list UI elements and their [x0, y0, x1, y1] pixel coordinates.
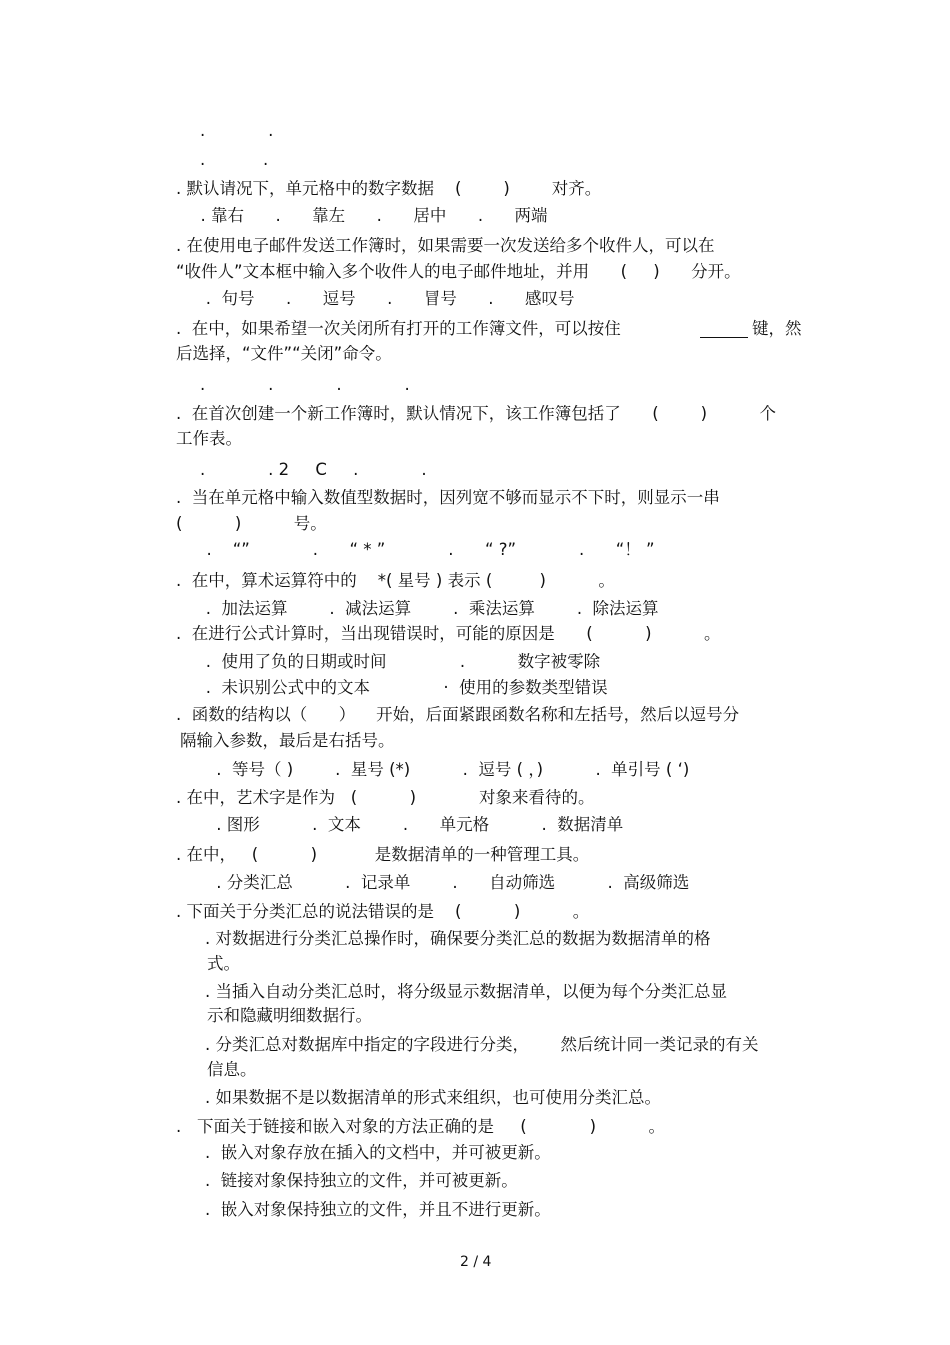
question-5: . 当在单元格中输入数值型数据时，因列宽不够而显示不下时，则显示一串	[176, 488, 720, 507]
option-11a-cont: 式。	[207, 954, 240, 973]
option-11c: . 分类汇总对数据库中指定的字段进行分类， 然后统计同一类记录的有关	[205, 1035, 759, 1054]
question-3-cont: 后选择，“文件”“关闭”命令。	[176, 344, 392, 363]
option-12c: . 嵌入对象保持独立的文件，并且不进行更新。	[205, 1200, 551, 1219]
options-3: . . . .	[200, 375, 410, 394]
options-4: . . 2 C . .	[200, 460, 427, 479]
option-12b: . 链接对象保持独立的文件，并可被更新。	[205, 1171, 518, 1190]
option-12a: . 嵌入对象存放在插入的文档中，并可被更新。	[205, 1143, 551, 1162]
question-12: . 下面关于链接和嵌入对象的方法正确的是 ( ) 。	[176, 1117, 665, 1136]
options-2: . 句号 . 逗号 . 冒号 . 感叹号	[190, 289, 575, 308]
options-10: . 分类汇总 . 记录单 . 自动筛选 . 高级筛选	[190, 873, 690, 892]
question-2-cont: “收件人”文本框中输入多个收件人的电子邮件地址，并用 ( ) 分开。	[176, 262, 741, 281]
question-6: . 在中，算术运算符中的 *( 星号 ) 表示 ( ) 。	[176, 571, 615, 590]
text-line: . .	[200, 150, 269, 169]
option-11b: . 当插入自动分类汇总时，将分级显示数据清单，以便为每个分类汇总显	[205, 982, 727, 1001]
question-8-cont: 隔输入参数，最后是右括号。	[180, 731, 395, 750]
question-11: . 下面关于分类汇总的说法错误的是 ( ) 。	[176, 902, 590, 921]
question-4: . 在首次创建一个新工作簿时，默认情况下，该工作簿包括了 ( ) 个	[176, 404, 776, 423]
options-1: . 靠右 . 靠左 . 居中 . 两端	[190, 206, 548, 225]
answer-blank	[700, 321, 748, 338]
question-8: . 函数的结构以（ ） 开始，后面紧跟函数名称和左括号，然后以逗号分	[176, 705, 740, 724]
text-line: . .	[200, 121, 274, 140]
option-11b-cont: 示和隐藏明细数据行。	[207, 1006, 372, 1025]
option-11a: . 对数据进行分类汇总操作时，确保要分类汇总的数据为数据清单的格	[205, 929, 711, 948]
options-6: . 加法运算 . 减法运算 . 乘法运算 . 除法运算	[190, 599, 659, 618]
option-7b: . 未识别公式中的文本 · 使用的参数类型错误	[190, 678, 608, 697]
options-8: . 等号（ ) . 星号 (*) . 逗号 ( ，) . 单引号 ( ‘)	[190, 760, 690, 779]
question-3-key: 键，然	[752, 319, 802, 338]
question-4-cont: 工作表。	[176, 429, 242, 448]
option-11c-cont: 信息。	[207, 1060, 257, 1079]
question-2: . 在使用电子邮件发送工作簿时，如果需要一次发送给多个收件人，可以在	[176, 236, 715, 255]
option-7a: . 使用了负的日期或时间 . 数字被零除	[190, 652, 601, 671]
question-3: . 在中，如果希望一次关闭所有打开的工作簿文件，可以按住	[176, 319, 621, 338]
question-7: . 在进行公式计算时，当出现错误时，可能的原因是 ( ) 。	[176, 624, 721, 643]
question-5-cont: ( ) 号。	[176, 514, 327, 533]
question-9: . 在中，艺术字是作为 ( ) 对象来看待的。	[176, 788, 595, 807]
options-5: . “” . “ * ” . “ ?” . “！ ”	[196, 540, 655, 559]
question-1: . 默认请况下，单元格中的数字数据 ( ) 对齐。	[176, 179, 602, 198]
question-10: . 在中， ( ) 是数据清单的一种管理工具。	[176, 845, 590, 864]
options-9: . 图形 . 文本 . 单元格 . 数据清单	[190, 815, 624, 834]
option-11d: . 如果数据不是以数据清单的形式来组织，也可使用分类汇总。	[205, 1088, 661, 1107]
page-number: 2 / 4	[460, 1254, 492, 1270]
